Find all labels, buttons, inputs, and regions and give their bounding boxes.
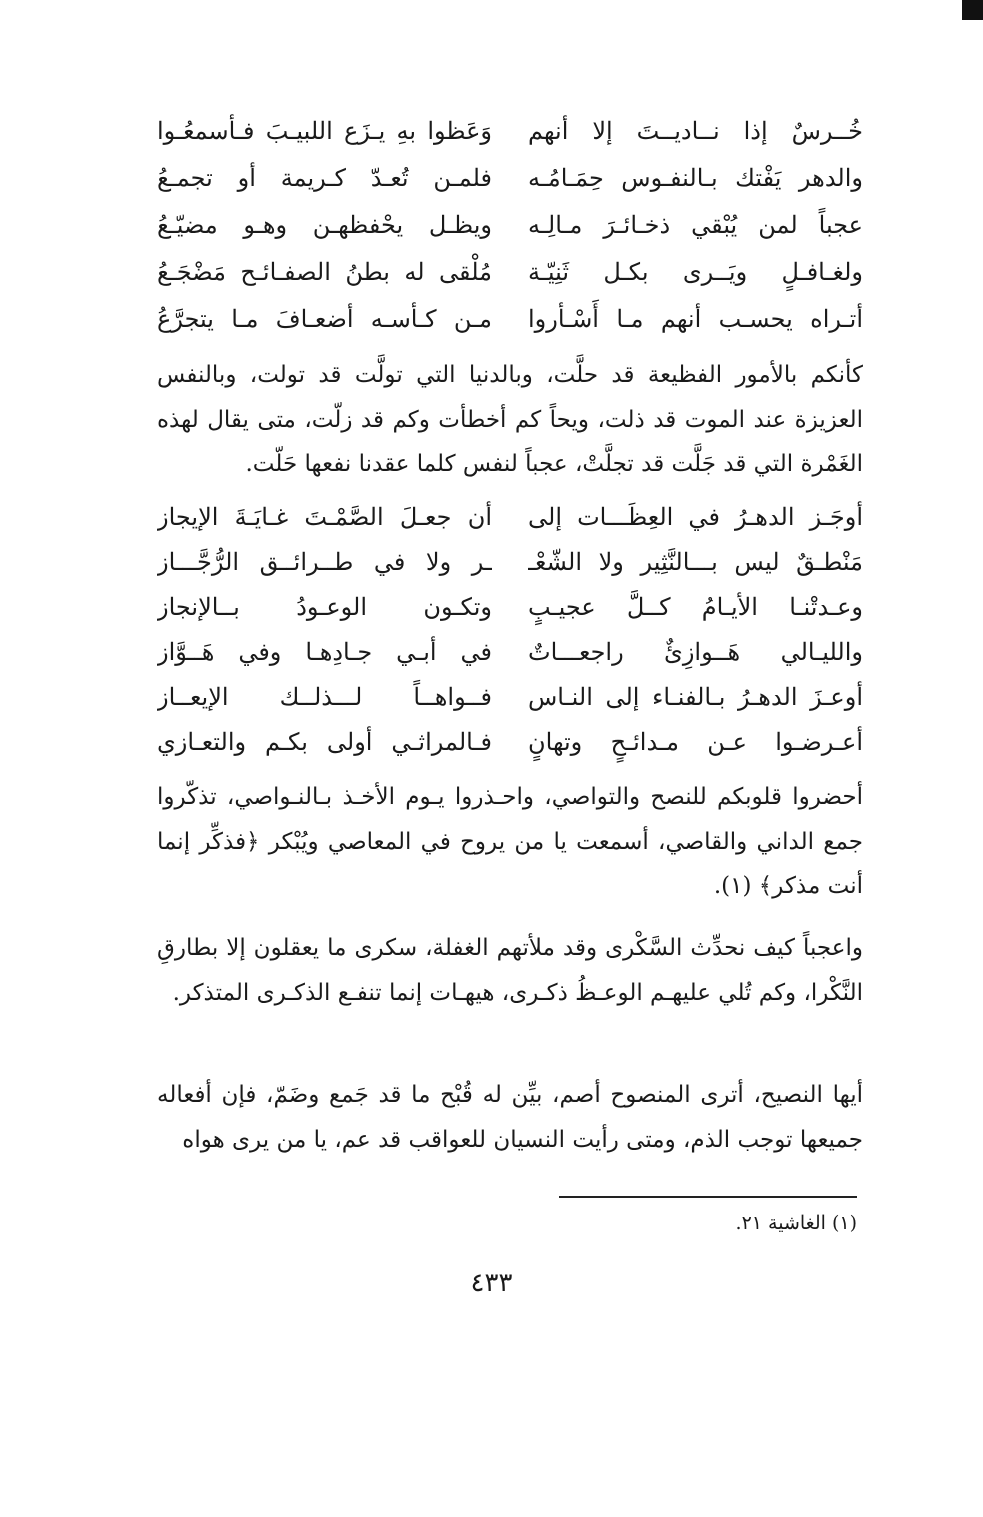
verse-first-hemistich: وعـدتْنـا الأيـامُ كــلَّ عجيـبٍ	[528, 593, 863, 621]
paragraph-text: واعجباً كيف نحدِّث السَّكْرى وقد ملأتهم الغفلة، سكرى ما يعقلون إلا بطارقِ النَّكْرا، وكم تُلي عليهـم الوعـظُ ذكـرى، هيهـات إنما تنفـع الذكـرى المتذكر.	[157, 935, 863, 1006]
scan-corner-mark	[962, 0, 983, 20]
paragraph-text: أيها النصيح، أترى المنصوح أصم، بيِّن له قُبْح ما قد جَمع وضَمّ، فإن أفعاله جميعها توجب الذم، ومتى رأيت النسيان للعواقب قد عم، يا من يرى هواه	[157, 1082, 863, 1153]
poem-1-verse-1	[157, 108, 863, 155]
verse-second-hemistich: مُلْقى له بطنُ الصفـائـح مَضْجَـعُ	[157, 258, 492, 286]
prose-paragraph-3	[157, 926, 863, 1015]
poem-1	[157, 108, 863, 343]
poem-2-verse-4	[157, 630, 863, 675]
poem-1-verse-2	[157, 155, 863, 202]
poem-1-verse-3	[157, 202, 863, 249]
verse-first-hemistich: أوجَـز الدهـرُ في العِظَـــات إلى	[528, 503, 863, 531]
verse-second-hemistich: ـر ولا في طــرائــق الرُّجَّـــاز	[157, 548, 492, 576]
verse-second-hemistich: أن جعـلَ الصَّمْـتَ غـايَـةَ الإيجاز	[157, 503, 492, 531]
paragraph-text: كأنكم بالأمور الفظيعة قد حلَّت، وبالدنيا التي تولَّت قد تولت، وبالنفس العزيزة عند الموت قد ذلت، ويحاً كم أخطأت وكم قد زلّت، متى يقال لهذه الغَمْرة التي قد جَلَّت قد تجلَّتْ، عجباً لنفس كلما عقدنا نفعها حَلّت.	[157, 362, 863, 477]
verse-first-hemistich: والليـالي هَــوازِئٌ راجعـــاتٌ	[528, 638, 863, 666]
prose-paragraph-4	[157, 1073, 863, 1162]
verse-second-hemistich: وَعَظوا بهِ يـزَع اللبيـبَ فـأسمعُـوا	[157, 117, 492, 145]
verse-first-hemistich: أتـراه يحسـب أنهم مـا أَسْـأروا	[528, 305, 863, 333]
verse-first-hemistich: والدهر يَفْتك بـالنفـوس حِمَـامُـه	[528, 164, 863, 192]
poem-2-verse-2	[157, 540, 863, 585]
footnote-divider	[559, 1196, 857, 1198]
verse-first-hemistich: عجباً لمن يُبْقي ذخـائـرَ مـالِـه	[528, 211, 863, 239]
verse-second-hemistich: مـن كـأسـه أضعـافَ مـا يتجرَّعُ	[157, 305, 492, 333]
paragraph-text: أحضروا قلوبكم للنصح والتواصي، واحـذروا يـوم الأخـذ بـالنـواصي، تذكّروا جمع الداني والقاصي، أسمعت يا من يروح في المعاصي ويُبْكر ﴿فذكِّر إنما أنت مذكر﴾ (١).	[157, 784, 863, 899]
prose-paragraph-2	[157, 775, 863, 909]
verse-first-hemistich: خُــرسٌ إذا نــاديــتَ إلا أنهم	[528, 117, 863, 145]
poem-2-verse-1	[157, 495, 863, 540]
verse-second-hemistich: ويظـل يحْفظهـن وهـو مضيّـعُ	[157, 211, 492, 239]
verse-first-hemistich: مَنْطـقٌ ليس بـــالنَّثِير ولا الشّعْـ	[528, 548, 863, 576]
poem-2-verse-6	[157, 720, 863, 765]
verse-second-hemistich: وتكـون الوعـودُ بــالإنجاز	[157, 593, 492, 621]
poem-2-verse-3	[157, 585, 863, 630]
page-number: ٤٣٣	[470, 1268, 513, 1298]
verse-first-hemistich: أعـرضـوا عـن مـدائـحٍ وتهانٍ	[528, 728, 863, 756]
footnote: (١) الغاشية ٢١.	[735, 1212, 857, 1234]
verse-second-hemistich: فــواهــاً لـــذلــك الإيعــاز	[157, 683, 492, 711]
poem-1-verse-4	[157, 249, 863, 296]
verse-second-hemistich: فلمـن تُعـدّ كـريمة أو تجمـعُ	[157, 164, 492, 192]
poem-1-verse-5	[157, 296, 863, 343]
poem-2	[157, 495, 863, 765]
poem-2-verse-5	[157, 675, 863, 720]
verse-first-hemistich: ولغـافـلٍ ويَــرى بكـل ثَنِيّـة	[528, 258, 863, 286]
verse-second-hemistich: فـالمراثـي أولى بكـم والتعـازي	[157, 728, 492, 756]
verse-second-hemistich: في أبـي جـادِهـا وفي هَــوَّاز	[157, 638, 492, 666]
verse-first-hemistich: أوعـزَ الدهـرُ بـالفنـاء إلى النـاس	[528, 683, 863, 711]
prose-paragraph-1	[157, 353, 863, 487]
